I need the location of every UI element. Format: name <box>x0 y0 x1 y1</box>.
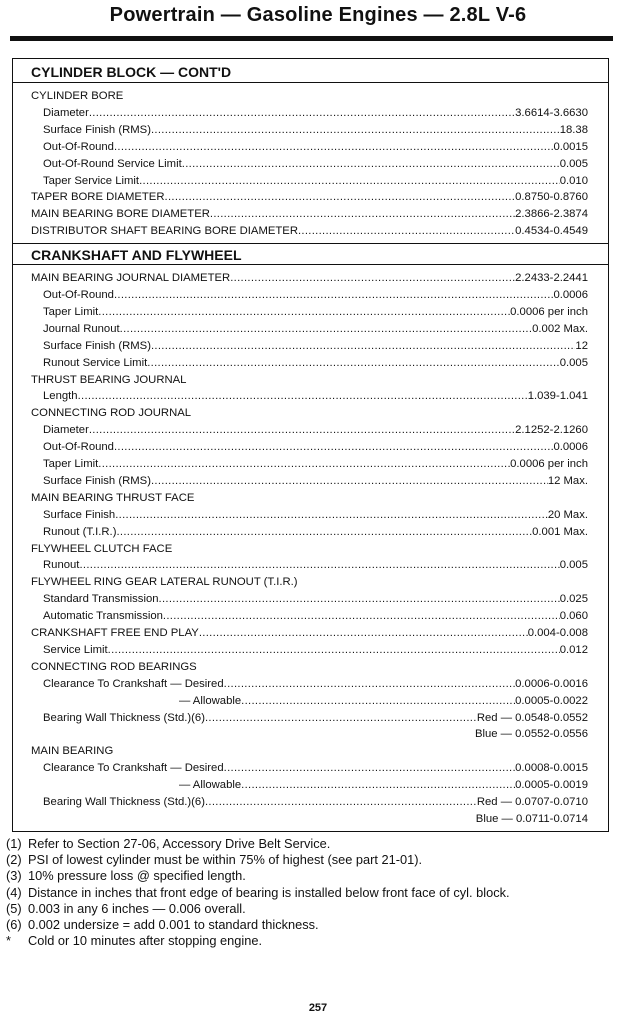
spec-row <box>13 456 608 472</box>
footnotes <box>6 836 606 949</box>
spec-value: 0.0005-0.0019 <box>515 779 588 792</box>
spec-row <box>13 710 608 726</box>
footnote-text: Cold or 10 minutes after stopping engine. <box>28 933 263 949</box>
spec-value: 20 Max. <box>547 508 588 521</box>
spec-value: 0.004-0.008 <box>527 627 588 639</box>
dot-leader <box>165 189 516 205</box>
dot-leader <box>205 794 477 810</box>
dot-leader <box>159 591 560 607</box>
spec-row <box>13 122 608 138</box>
footnote <box>6 917 606 933</box>
dot-leader <box>224 760 516 776</box>
spec-row <box>13 473 608 489</box>
spec-row <box>13 321 608 337</box>
spec-label: MAIN BEARING THRUST FACE <box>31 491 195 504</box>
spec-value: 2.1252-2.1260 <box>515 424 588 437</box>
spec-value: 0.002 Max. <box>532 322 588 335</box>
footnote-mark: (2) <box>6 852 22 868</box>
spec-row <box>13 439 608 455</box>
spec-label: Clearance To Crankshaft — Desired <box>43 762 224 775</box>
spec-row <box>13 355 608 371</box>
spec-label: Surface Finish (RMS) <box>43 339 151 352</box>
footnote-text: 10% pressure loss @ specified length. <box>28 868 246 884</box>
spec-label: CRANKSHAFT FREE END PLAY <box>31 627 199 639</box>
spec-label: — Allowable <box>179 779 242 792</box>
spec-label: FLYWHEEL CLUTCH FACE <box>31 542 173 555</box>
spec-value: 12 <box>575 339 588 352</box>
spec-value: 2.2433-2.2441 <box>515 272 588 285</box>
spec-value: 0.0015 <box>553 140 588 153</box>
spec-row <box>13 693 608 709</box>
spec-value: 1.039-1.041 <box>527 390 588 403</box>
spec-label: Journal Runout <box>43 322 120 335</box>
spec-label: Diameter <box>43 424 89 437</box>
spec-row <box>13 405 608 421</box>
spec-row <box>13 422 608 438</box>
spec-value: 0.0006 per inch <box>510 458 588 470</box>
spec-value: 0.0006 per inch <box>510 305 588 318</box>
spec-label: TAPER BORE DIAMETER <box>31 191 165 204</box>
footnote-text: Refer to Section 27-06, Accessory Drive Belt Service. <box>28 836 331 851</box>
spec-value: 0.001 Max. <box>532 525 588 538</box>
dot-leader <box>163 608 560 624</box>
spec-value: 0.0006-0.0016 <box>515 677 588 690</box>
dot-leader <box>182 156 560 172</box>
spec-table <box>12 58 609 832</box>
spec-row <box>13 139 608 155</box>
dot-leader <box>114 439 553 455</box>
spec-label: MAIN BEARING JOURNAL DIAMETER <box>31 272 231 285</box>
spec-value: 0.0008-0.0015 <box>515 762 588 775</box>
spec-row <box>13 524 608 540</box>
dot-leader <box>89 105 515 121</box>
spec-label: Out-Of-Round <box>43 441 114 454</box>
dot-leader <box>151 473 548 489</box>
spec-label: Surface Finish (RMS) <box>43 474 151 487</box>
spec-value: 0.005 <box>559 356 588 369</box>
spec-value: Red — 0.0548-0.0552 <box>476 711 588 724</box>
dot-leader <box>151 338 575 354</box>
dot-leader <box>114 287 553 303</box>
spec-row <box>13 676 608 692</box>
spec-label: Length <box>43 390 78 403</box>
spec-row <box>13 173 608 189</box>
spec-label: MAIN BEARING <box>31 745 114 758</box>
spec-label: Taper Limit <box>43 458 99 470</box>
dot-leader <box>205 710 477 726</box>
spec-label: Out-Of-Round <box>43 140 114 153</box>
spec-row <box>13 304 608 320</box>
spec-label: Taper Limit <box>43 305 99 318</box>
dot-leader <box>147 355 559 371</box>
spec-label: Clearance To Crankshaft — Desired <box>43 677 224 690</box>
spec-value: 0.005 <box>559 157 588 170</box>
spec-row <box>13 156 608 172</box>
dot-leader <box>98 456 510 472</box>
spec-value: 0.060 <box>559 610 588 623</box>
spec-label: CONNECTING ROD BEARINGS <box>31 660 197 673</box>
footnote-text: 0.002 undersize = add 0.001 to standard thickness. <box>28 917 319 933</box>
footnote-text: PSI of lowest cylinder must be within 75% of highest (see part 21-01). <box>28 852 423 868</box>
spec-row <box>13 625 608 641</box>
spec-value: 0.005 <box>559 559 588 572</box>
footnote-mark: (1) <box>6 836 22 851</box>
spec-row <box>13 223 608 239</box>
page-number: 257 <box>308 1002 328 1014</box>
footnote <box>6 885 606 901</box>
dot-leader <box>89 422 515 438</box>
spec-label: Out-Of-Round Service Limit <box>43 157 182 170</box>
spec-label: FLYWHEEL RING GEAR LATERAL RUNOUT (T.I.R.) <box>31 576 298 589</box>
spec-label: CYLINDER BORE <box>31 90 124 102</box>
spec-label: — Allowable <box>179 694 242 707</box>
spec-value: 3.6614-3.6630 <box>515 106 588 119</box>
spec-row <box>13 659 608 675</box>
dot-leader <box>79 557 559 573</box>
spec-value: 0.025 <box>559 593 588 606</box>
spec-row <box>13 811 608 827</box>
spec-row <box>13 794 608 810</box>
spec-label: Bearing Wall Thickness (Std.)(6) <box>43 711 205 724</box>
spec-row <box>13 105 608 121</box>
footnote <box>6 852 606 868</box>
spec-label: Diameter <box>43 106 89 119</box>
spec-row <box>13 557 608 573</box>
spec-value: 0.0006 <box>553 441 588 454</box>
dot-leader <box>199 625 528 641</box>
spec-row <box>13 591 608 607</box>
spec-value: 0.8750-0.8760 <box>515 191 588 204</box>
page-title: Powertrain — Gasoline Engines — 2.8L V-6 <box>109 4 527 26</box>
spec-label: Runout <box>43 559 80 572</box>
spec-value: 0.012 <box>559 643 588 656</box>
footnote-mark: (6) <box>6 917 22 933</box>
spec-row <box>13 760 608 776</box>
spec-label: Runout (T.I.R.) <box>43 525 117 538</box>
section-heading-cylinder-block: CYLINDER BLOCK — CONT'D <box>13 61 608 83</box>
spec-row <box>13 88 608 104</box>
footnote <box>6 868 606 884</box>
spec-row <box>13 777 608 793</box>
spec-value: 0.0005-0.0022 <box>515 694 588 707</box>
dot-leader <box>120 321 532 337</box>
dot-leader <box>116 524 532 540</box>
dot-leader <box>151 122 560 138</box>
dot-leader <box>224 676 516 692</box>
spec-row <box>13 726 608 742</box>
spec-value: Blue — 0.0711-0.0714 <box>475 812 588 825</box>
spec-value: Red — 0.0707-0.0710 <box>476 796 588 808</box>
footnote <box>6 836 606 852</box>
footnote-mark: (4) <box>6 884 22 900</box>
section-heading-crankshaft: CRANKSHAFT AND FLYWHEEL <box>13 243 608 265</box>
dot-leader <box>114 139 553 155</box>
dot-leader <box>230 270 515 286</box>
dot-leader <box>139 173 560 189</box>
spec-value: 12 Max. <box>547 474 588 487</box>
spec-value: 0.010 <box>559 174 588 187</box>
dot-leader <box>115 507 548 523</box>
footnote <box>6 901 606 917</box>
spec-row <box>13 372 608 388</box>
dot-leader <box>241 777 515 793</box>
footnote-text: Distance in inches that front edge of bearing is installed below front face of cyl. block. <box>28 884 510 900</box>
spec-row <box>13 206 608 222</box>
spec-label: Surface Finish (RMS) <box>43 123 151 136</box>
footnote-text: 0.003 in any 6 inches — 0.006 overall. <box>28 900 246 916</box>
title-rule <box>10 36 613 41</box>
dot-leader <box>241 693 515 709</box>
spec-label: Taper Service Limit <box>43 174 140 187</box>
footnote-mark: (3) <box>6 868 22 884</box>
spec-label: Standard Transmission <box>43 593 159 606</box>
spec-value: Blue — 0.0552-0.0556 <box>474 728 588 741</box>
spec-row <box>13 541 608 557</box>
spec-value: 0.0006 <box>553 289 588 301</box>
spec-row <box>13 743 608 759</box>
spec-row <box>13 287 608 303</box>
footnote-mark: (5) <box>6 900 22 916</box>
spec-value: 18.38 <box>559 123 588 136</box>
dot-leader <box>98 304 510 320</box>
spec-label: Surface Finish <box>43 508 116 521</box>
spec-label: CONNECTING ROD JOURNAL <box>31 407 192 420</box>
spec-label: Bearing Wall Thickness (Std.)(6) <box>43 796 205 808</box>
spec-label: THRUST BEARING JOURNAL <box>31 373 187 386</box>
spec-row <box>13 338 608 354</box>
spec-label: Automatic Transmission <box>43 610 163 623</box>
dot-leader <box>78 388 528 404</box>
footnote-mark: * <box>6 933 11 949</box>
spec-row <box>13 642 608 658</box>
spec-label: Runout Service Limit <box>43 356 148 369</box>
spec-row <box>13 189 608 205</box>
spec-row <box>13 507 608 523</box>
spec-label: DISTRIBUTOR SHAFT BEARING BORE DIAMETER <box>31 225 298 238</box>
footnote <box>6 933 606 949</box>
spec-row <box>13 608 608 624</box>
spec-row <box>13 388 608 404</box>
spec-label: Out-Of-Round <box>43 289 114 301</box>
spec-value: 0.4534-0.4549 <box>515 225 588 238</box>
dot-leader <box>210 206 515 222</box>
spec-label: MAIN BEARING BORE DIAMETER <box>31 208 210 221</box>
spec-row <box>13 574 608 590</box>
dot-leader <box>298 223 515 239</box>
spec-value: 2.3866-2.3874 <box>515 208 588 221</box>
spec-row <box>13 490 608 506</box>
spec-label: Service Limit <box>43 643 108 656</box>
spec-row <box>13 270 608 286</box>
dot-leader <box>108 642 560 658</box>
